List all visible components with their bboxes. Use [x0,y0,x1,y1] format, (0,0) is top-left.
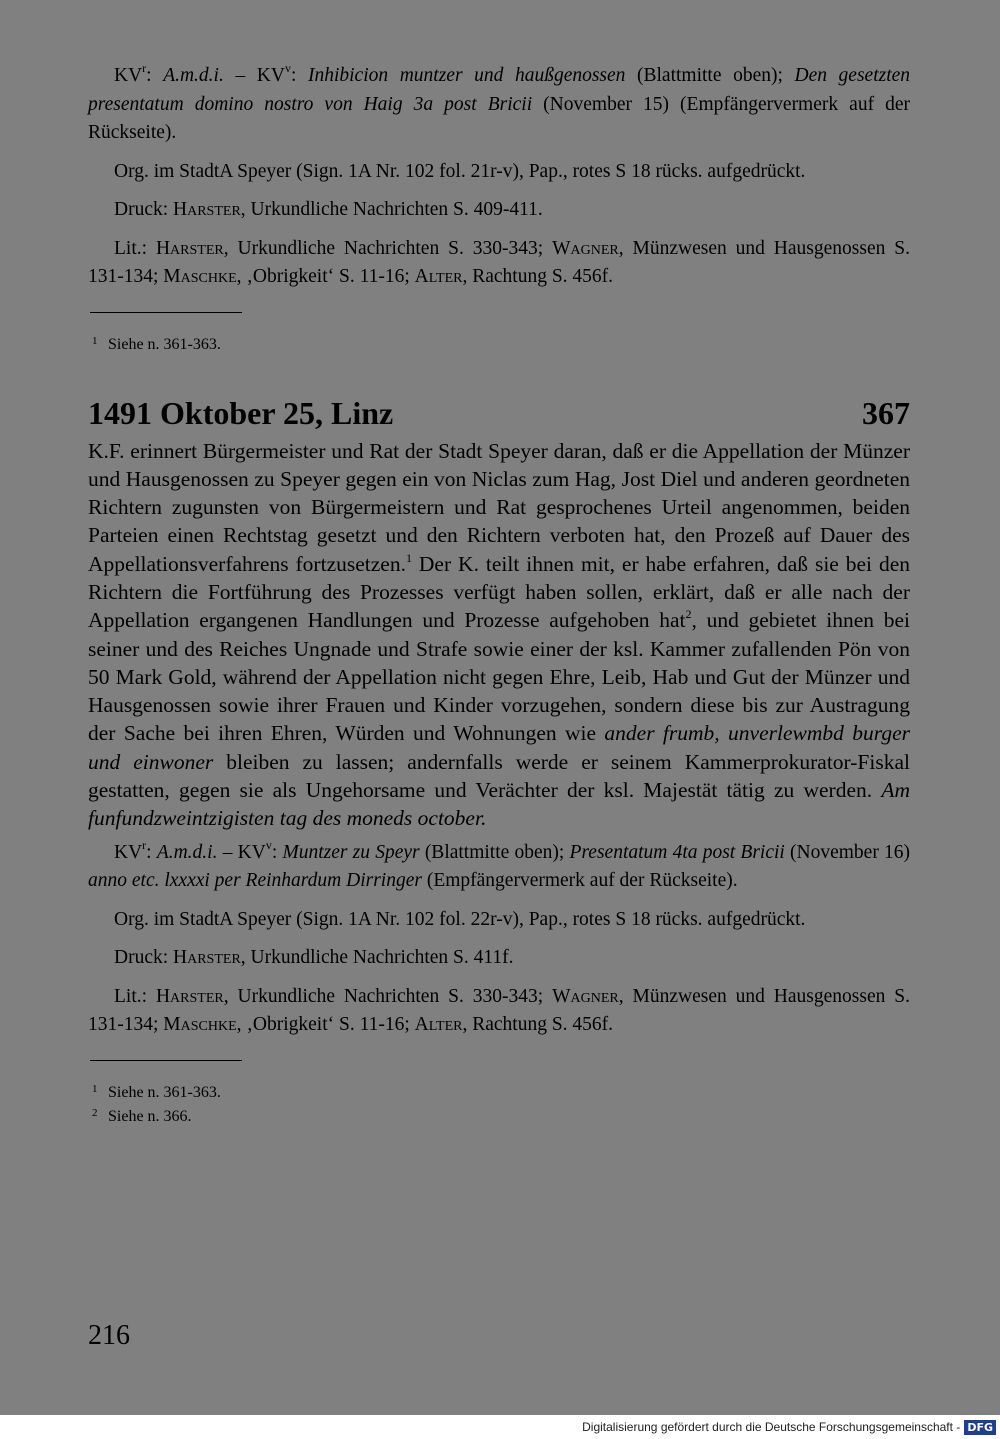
druck-prefix: Druck: [114,947,174,969]
entry-summary [88,437,910,833]
footnote-divider [90,1060,242,1061]
summary-dating: Am funfundzweintzigisten tag des moneds october. [88,778,910,831]
entry-footnote-2 [92,1103,910,1127]
entry-footnote-1 [92,1079,910,1103]
summary-part-2: Der K. teilt ihnen mit, er habe erfahren, daß sie bei den Richtern die Fortführung des Prozesses verfügt haben sollen, erklärt, daß er alle nach der Appellation ergangenen Handlungen und Prozesse aufgehoben hat [88,551,911,633]
kv-v-colon: : [271,841,278,863]
kv-v-sup: v [265,837,272,852]
author-harster: Harster [173,947,241,969]
kv-r-text: A.m.d.i. [163,65,224,86]
dfg-logo-icon: DFG [964,1420,996,1435]
prev-druck-line [88,196,910,225]
author-wagner: Wagner [552,985,619,1007]
footnote-text: Siehe n. 361-363. [108,335,221,353]
footnote-ref-2: 2 [685,607,692,622]
footnote-divider [90,312,242,313]
entry-druck-line [88,944,910,973]
kv-v-sup: v [284,61,291,75]
kv-r-text: A.m.d.i. [156,841,218,863]
lit-text-2: , Münzwesen und Hausgenossen S. 131-134; [88,237,911,287]
author-alter: Alter [414,1014,463,1036]
summary-part-1: K.F. erinnert Bürgermeister und Rat der Stadt Speyer daran, daß er die Appellation der Münzer und Hausgenossen zu Speyer gegen ein von Niclas zum Hag, Jost Diel und anderen geordneten Richtern zugunsten von Bürgermeistern und Rat gesprochenes Urteil angenommen, beiden Parteien einen Rechtstag gesetzt und den Richtern verboten hat, den Prozeß auf Dauer des Appellationsverfahrens fortzusetzen. [88,438,910,576]
kv-text-3: (Empfängervermerk auf der Rückseite). [421,870,738,892]
lit-text-1: , Urkundliche Nachrichten S. 330-343; [223,985,553,1007]
lit-text-3: , ‚Obrigkeit‘ S. 11-16; [236,266,415,287]
footnote-number: 1 [92,334,98,347]
funding-text: Digitalisierung gefördert durch die Deutsche Forschungsgemeinschaft - [582,1420,961,1434]
summary-part-4: bleiben zu lassen; andernfalls werde er seinem Kammerprokurator-Fiskal gestatten, gegen sie als Ungehorsame und Verächter der ksl. Majestät tätig zu werden. [88,749,910,803]
kv-r-colon: : [146,841,152,863]
kv-v-text: Muntzer zu Speyr [282,841,420,863]
lit-text-3: , ‚Obrigkeit‘ S. 11-16; [236,1014,415,1036]
summary-part-3: , und gebietet ihnen bei seiner und des Reiches Ungnade und Strafe sowie einer der ksl. Kammer zufallenden Pön von 50 Mark Gold, während der Appellation nicht gegen Ehre, Leib, Hab und Gut der Münzer und Hausgenossen sowie ihrer Frauen und Kinder vorzugehen, sondern diese bis zur Austragung der Sache bei ihren Ehren, Würden und Wohnungen wie [88,608,910,746]
kv-r-label: KV [114,841,143,863]
lit-text-4: , Rachtung S. 456f. [462,266,614,287]
kv-v-label: KV [237,841,266,863]
author-harster: Harster [173,199,241,220]
entry-heading [88,393,910,433]
kv-v-colon: : [290,65,297,86]
druck-text: , Urkundliche Nachrichten S. 409-411. [240,199,543,220]
kv-text-2: (November 15) (Empfängervermerk auf der Rückseite). [88,93,910,143]
footnote-number: 1 [92,1082,98,1095]
prev-kv-line [88,62,910,148]
kv-text-1: (Blattmitte oben); [419,841,570,863]
kv-r-sup: r [142,837,147,852]
summary-quote: ander frumb, unverlewmbd burger und einwoner [88,721,910,774]
author-harster: Harster [155,985,224,1007]
prev-footnote-1 [92,331,910,355]
author-wagner: Wagner [552,237,619,259]
footnote-ref-1: 1 [405,550,412,565]
kv-text-1: (Blattmitte oben); [625,65,795,86]
page-number: 216 [88,1320,130,1351]
funding-banner [0,1415,1000,1439]
author-maschke: Maschke [163,1014,237,1036]
prev-lit-line [88,235,910,292]
footnote-text: Siehe n. 366. [108,1107,192,1125]
entry-date-place: 1491 Oktober 25, Linz [88,394,394,431]
footnote-text: Siehe n. 361-363. [108,1083,221,1101]
kv-italic-2: Presentatum 4ta post Bricii [569,841,785,863]
entry-lit-line [88,983,910,1040]
footnote-number: 2 [92,1106,98,1119]
kv-italic-3: anno etc. lxxxxi per Reinhardum Dirringer [88,870,422,892]
kv-r-sup: r [142,61,147,75]
lit-text-1: , Urkundliche Nachrichten S. 330-343; [223,237,553,259]
author-alter: Alter [414,266,463,287]
author-harster: Harster [155,237,224,259]
entry-number: 367 [862,394,910,431]
author-maschke: Maschke [163,266,237,287]
kv-r-colon: : [146,65,152,86]
druck-text: , Urkundliche Nachrichten S. 411f. [240,947,514,969]
prev-org-line: Org. im StadtA Speyer (Sign. 1A Nr. 102 fol. 21r-v), Pap., rotes S 18 rücks. aufgedrückt. [114,160,806,182]
entry-org-line: Org. im StadtA Speyer (Sign. 1A Nr. 102 fol. 22r-v), Pap., rotes S 18 rücks. aufgedrückt. [114,908,806,930]
kv-dash: – [223,65,257,86]
kv-r-label: KV [114,65,143,86]
kv-dash: – [217,841,238,863]
kv-italic-2: Den gesetzten presentatum domino nostro von Haig 3a post Bricii [88,65,911,115]
lit-prefix: Lit.: [114,985,156,1007]
entry-kv-line [88,839,910,896]
lit-text-2: , Münzwesen und Hausgenossen S. 131-134; [88,985,911,1036]
druck-prefix: Druck: [114,199,174,220]
kv-text-2: (November 16) [784,841,911,863]
kv-v-label: KV [256,65,285,86]
lit-prefix: Lit.: [114,237,156,259]
document-page [88,62,910,1127]
kv-v-text: Inhibicion muntzer und haußgenossen [307,65,626,86]
lit-text-4: , Rachtung S. 456f. [462,1014,614,1036]
